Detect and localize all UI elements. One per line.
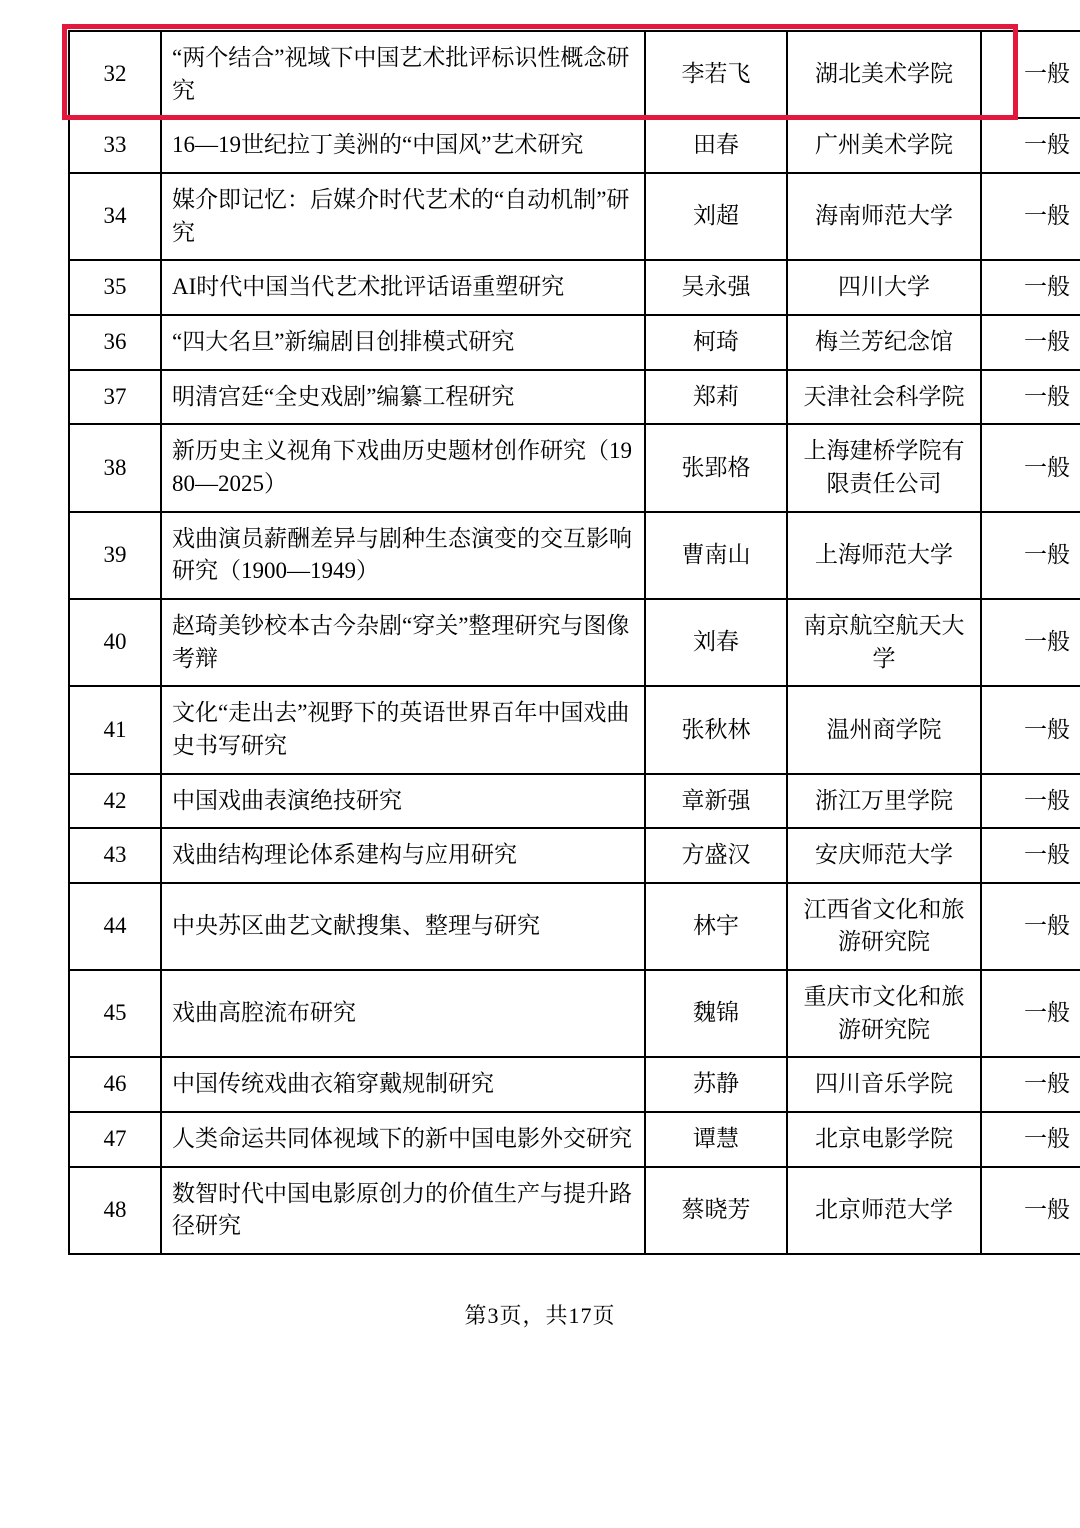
project-table (68, 30, 1080, 1255)
row-title: 戏曲演员薪酬差异与剧种生态演变的交互影响研究（1900—1949） (161, 512, 645, 599)
row-type: 一般 (981, 512, 1080, 599)
row-org: 四川音乐学院 (787, 1057, 981, 1112)
row-org: 梅兰芳纪念馆 (787, 315, 981, 370)
row-number: 40 (69, 599, 161, 686)
row-person: 张秋林 (645, 686, 787, 773)
row-org: 浙江万里学院 (787, 774, 981, 829)
row-type: 一般 (981, 686, 1080, 773)
row-number: 34 (69, 173, 161, 260)
table-row (69, 599, 1080, 686)
row-number: 39 (69, 512, 161, 599)
row-org: 天津社会科学院 (787, 370, 981, 425)
row-title: 文化“走出去”视野下的英语世界百年中国戏曲史书写研究 (161, 686, 645, 773)
row-type: 一般 (981, 173, 1080, 260)
row-org: 江西省文化和旅游研究院 (787, 883, 981, 970)
row-type: 一般 (981, 774, 1080, 829)
row-org: 四川大学 (787, 260, 981, 315)
page-footer: 第3页，共17页 (464, 1303, 616, 1329)
row-type: 一般 (981, 370, 1080, 425)
row-org: 北京电影学院 (787, 1112, 981, 1167)
row-person: 谭慧 (645, 1112, 787, 1167)
row-type: 一般 (981, 315, 1080, 370)
row-number: 48 (69, 1167, 161, 1254)
row-number: 42 (69, 774, 161, 829)
row-title: 戏曲结构理论体系建构与应用研究 (161, 828, 645, 883)
row-number: 46 (69, 1057, 161, 1112)
row-title: “两个结合”视域下中国艺术批评标识性概念研究 (161, 31, 645, 118)
table-row (69, 512, 1080, 599)
row-person: 方盛汉 (645, 828, 787, 883)
table-row (69, 686, 1080, 773)
table-row (69, 315, 1080, 370)
row-person: 郑莉 (645, 370, 787, 425)
row-org: 温州商学院 (787, 686, 981, 773)
table-row (69, 370, 1080, 425)
row-title: 明清宫廷“全史戏剧”编纂工程研究 (161, 370, 645, 425)
row-org: 海南师范大学 (787, 173, 981, 260)
row-number: 33 (69, 118, 161, 173)
row-org: 上海建桥学院有限责任公司 (787, 424, 981, 511)
row-person: 刘超 (645, 173, 787, 260)
row-org: 湖北美术学院 (787, 31, 981, 118)
row-number: 44 (69, 883, 161, 970)
row-type: 一般 (981, 970, 1080, 1057)
row-type: 一般 (981, 1167, 1080, 1254)
row-person: 李若飞 (645, 31, 787, 118)
row-title: 中国传统戏曲衣箱穿戴规制研究 (161, 1057, 645, 1112)
row-number: 38 (69, 424, 161, 511)
row-title: 中国戏曲表演绝技研究 (161, 774, 645, 829)
row-type: 一般 (981, 883, 1080, 970)
row-person: 张郢格 (645, 424, 787, 511)
table-row (69, 883, 1080, 970)
row-type: 一般 (981, 31, 1080, 118)
row-org: 北京师范大学 (787, 1167, 981, 1254)
row-person: 苏静 (645, 1057, 787, 1112)
row-title: 数智时代中国电影原创力的价值生产与提升路径研究 (161, 1167, 645, 1254)
row-person: 吴永强 (645, 260, 787, 315)
row-number: 43 (69, 828, 161, 883)
row-number: 41 (69, 686, 161, 773)
row-title: 16—19世纪拉丁美洲的“中国风”艺术研究 (161, 118, 645, 173)
table-row (69, 774, 1080, 829)
row-number: 47 (69, 1112, 161, 1167)
row-person: 曹南山 (645, 512, 787, 599)
row-person: 魏锦 (645, 970, 787, 1057)
table-row (69, 260, 1080, 315)
table-row (69, 424, 1080, 511)
row-org: 南京航空航天大学 (787, 599, 981, 686)
row-person: 蔡晓芳 (645, 1167, 787, 1254)
row-title: 媒介即记忆：后媒介时代艺术的“自动机制”研究 (161, 173, 645, 260)
row-type: 一般 (981, 424, 1080, 511)
row-type: 一般 (981, 1057, 1080, 1112)
table-row (69, 118, 1080, 173)
row-number: 36 (69, 315, 161, 370)
row-type: 一般 (981, 599, 1080, 686)
row-title: 新历史主义视角下戏曲历史题材创作研究（1980—2025） (161, 424, 645, 511)
table-row (69, 828, 1080, 883)
table-body (69, 31, 1080, 1254)
row-person: 田春 (645, 118, 787, 173)
row-org: 重庆市文化和旅游研究院 (787, 970, 981, 1057)
row-title: 赵琦美钞校本古今杂剧“穿关”整理研究与图像考辩 (161, 599, 645, 686)
row-person: 刘春 (645, 599, 787, 686)
row-number: 37 (69, 370, 161, 425)
row-title: AI时代中国当代艺术批评话语重塑研究 (161, 260, 645, 315)
row-person: 林宇 (645, 883, 787, 970)
row-type: 一般 (981, 828, 1080, 883)
row-title: 中央苏区曲艺文献搜集、整理与研究 (161, 883, 645, 970)
row-number: 35 (69, 260, 161, 315)
row-person: 柯琦 (645, 315, 787, 370)
row-type: 一般 (981, 1112, 1080, 1167)
table-row (69, 1057, 1080, 1112)
row-person: 章新强 (645, 774, 787, 829)
row-title: 人类命运共同体视域下的新中国电影外交研究 (161, 1112, 645, 1167)
row-org: 安庆师范大学 (787, 828, 981, 883)
table-row (69, 31, 1080, 118)
table-row (69, 970, 1080, 1057)
row-title: 戏曲高腔流布研究 (161, 970, 645, 1057)
table-row (69, 1167, 1080, 1254)
row-org: 上海师范大学 (787, 512, 981, 599)
table-row (69, 173, 1080, 260)
row-type: 一般 (981, 260, 1080, 315)
row-type: 一般 (981, 118, 1080, 173)
row-number: 45 (69, 970, 161, 1057)
row-title: “四大名旦”新编剧目创排模式研究 (161, 315, 645, 370)
row-number: 32 (69, 31, 161, 118)
table-row (69, 1112, 1080, 1167)
row-org: 广州美术学院 (787, 118, 981, 173)
